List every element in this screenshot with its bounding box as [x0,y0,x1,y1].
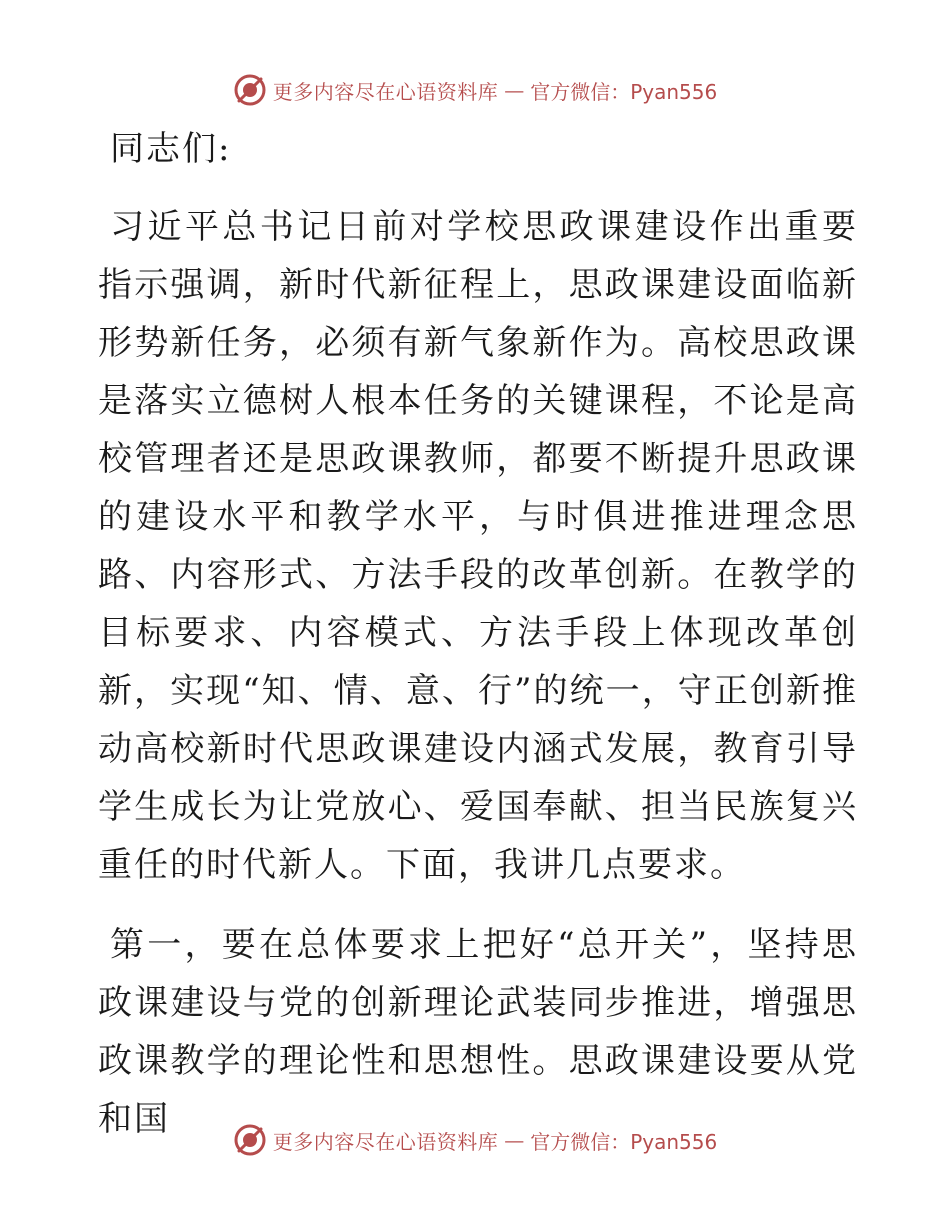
logo-icon [233,1123,267,1157]
paragraph: 第一，要在总体要求上把好“总开关”，坚持思政课建设与党的创新理论武装同步推进，增强思政课教学的理论性和思想性。思政课建设要从党和国 [98,925,858,1139]
watermark-header [0,70,950,110]
paragraph: 习近平总书记日前对学校思政课建设作出重要指示强调，新时代新征程上，思政课建设面临新形势新任务，必须有新气象新作为。高校思政课是落实立德树人根本任务的关键课程，不论是高校管理者还是思政课教师，都要不断提升思政课的建设水平和教学水平，与时俱进推进理念思路、内容形式、方法手段的改革创新。在教学的目标要求、内容模式、方法手段上体现改革创新，实现“知、情、意、行”的统一，守正创新推动高校新时代思政课建设内涵式发展，教育引导学生成长为让党放心、爱国奉献、担当民族复兴重任的时代新人。下面，我讲几点要求。 [98,207,858,885]
watermark-contact: 官方微信：Pyan556 [530,79,718,104]
watermark-separator: — [504,78,525,102]
watermark-footer [0,1120,950,1160]
watermark-contact: 官方微信：Pyan556 [530,1129,718,1154]
logo-icon [233,73,267,107]
salutation: 同志们: [110,129,232,169]
watermark-separator: — [504,1128,525,1152]
watermark-text: 更多内容尽在心语资料库 [272,1129,499,1154]
watermark-text: 更多内容尽在心语资料库 [272,79,499,104]
document-body [98,120,858,1170]
